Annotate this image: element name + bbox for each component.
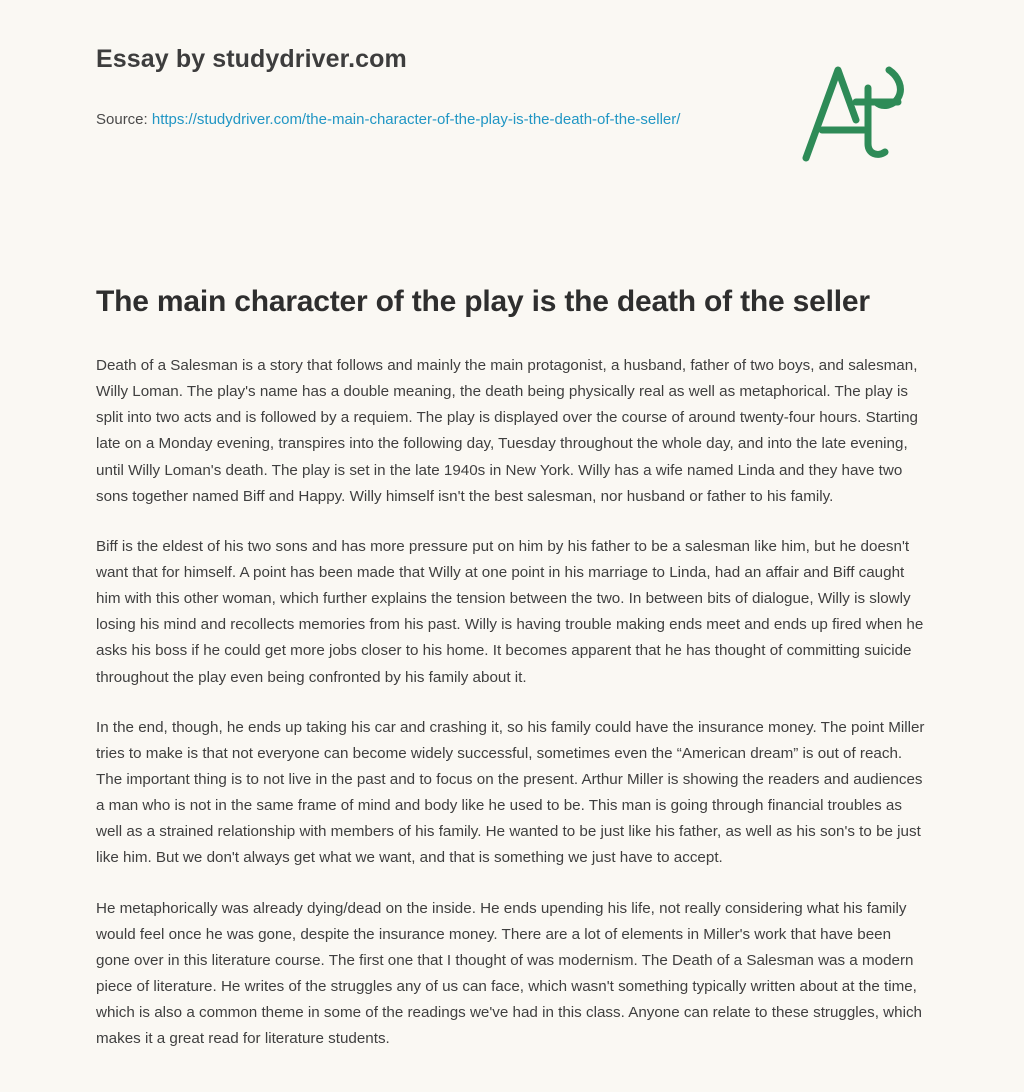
studydriver-logo-icon [794,58,914,168]
page-title: The main character of the play is the death of the seller [96,285,870,318]
source-label: Source: [96,111,148,128]
paragraph: Death of a Salesman is a story that follows and mainly the main protagonist, a husband, father of two boys, and salesman, Willy Loman. The play's name has a double meaning, the death being physically real as well as metaphorical. The play is split into two acts and is followed by a requiem. The play is displayed over the course of around twenty-four hours. Starting late on a Monday evening, transpires into the following day, Tuesday throughout the whole day, and into the late evening, until Willy Loman's death. The play is set in the late 1940s in New York. Willy has a wife named Linda and they have two sons together named Biff and Happy. Willy himself isn't the best salesman, nor husband or father to his family. [96,357,918,505]
paragraph: Biff is the eldest of his two sons and has more pressure put on him by his father to be a salesman like him, but he doesn't want that for himself. A point has been made that Willy at one point in his marriage to Linda, had an affair and Biff caught him with this other woman, which further explains the tension between the two. In between bits of dialogue, Willy is slowly losing his mind and recollects memories from his past. Willy is having trouble making ends meet and ends up fired when he asks his boss if he could get more jobs closer to his home. It becomes apparent that he has thought of committing suicide throughout the play even being confronted by his family about it. [96,537,924,686]
paragraph: In the end, though, he ends up taking his car and crashing it, so his family could have the insurance money. The point Miller tries to make is that not everyone can become widely successful, sometimes even the “American dream” is out of reach. The important thing is to not live in the past and to focus on the present. Arthur Miller is showing the readers and audiences a man who is not in the same frame of mind and body like he used to be. This man is going through financial troubles as well as a strained relationship with members of his family. He wanted to be just like his father, as well as his son's to be just like him. But we don't always get what we want, and that is something we just have to accept. [96,718,925,867]
source-url-link[interactable]: https://studydriver.com/the-main-character-of-the-play-is-the-death-of-the-seller/ [151,111,681,128]
paragraph: He metaphorically was already dying/dead on the inside. He ends upending his life, not really considering what his family would feel once he was gone, despite the insurance money. There are a lot of elements in Miller's work that have been gone over in this literature course. The first one that I thought of was modernism. The Death of a Salesman was a modern piece of literature. He writes of the struggles any of us can face, which wasn't something typically written about at the time, which is also a common theme in some of the readings we've had in this class. Anyone can relate to these struggles, which makes it a great read for literature students. [96,899,922,1048]
document-header [96,0,928,194]
article-body [96,321,928,1092]
source-line [96,108,736,131]
brand-title: Essay by studydriver.com [96,45,407,73]
